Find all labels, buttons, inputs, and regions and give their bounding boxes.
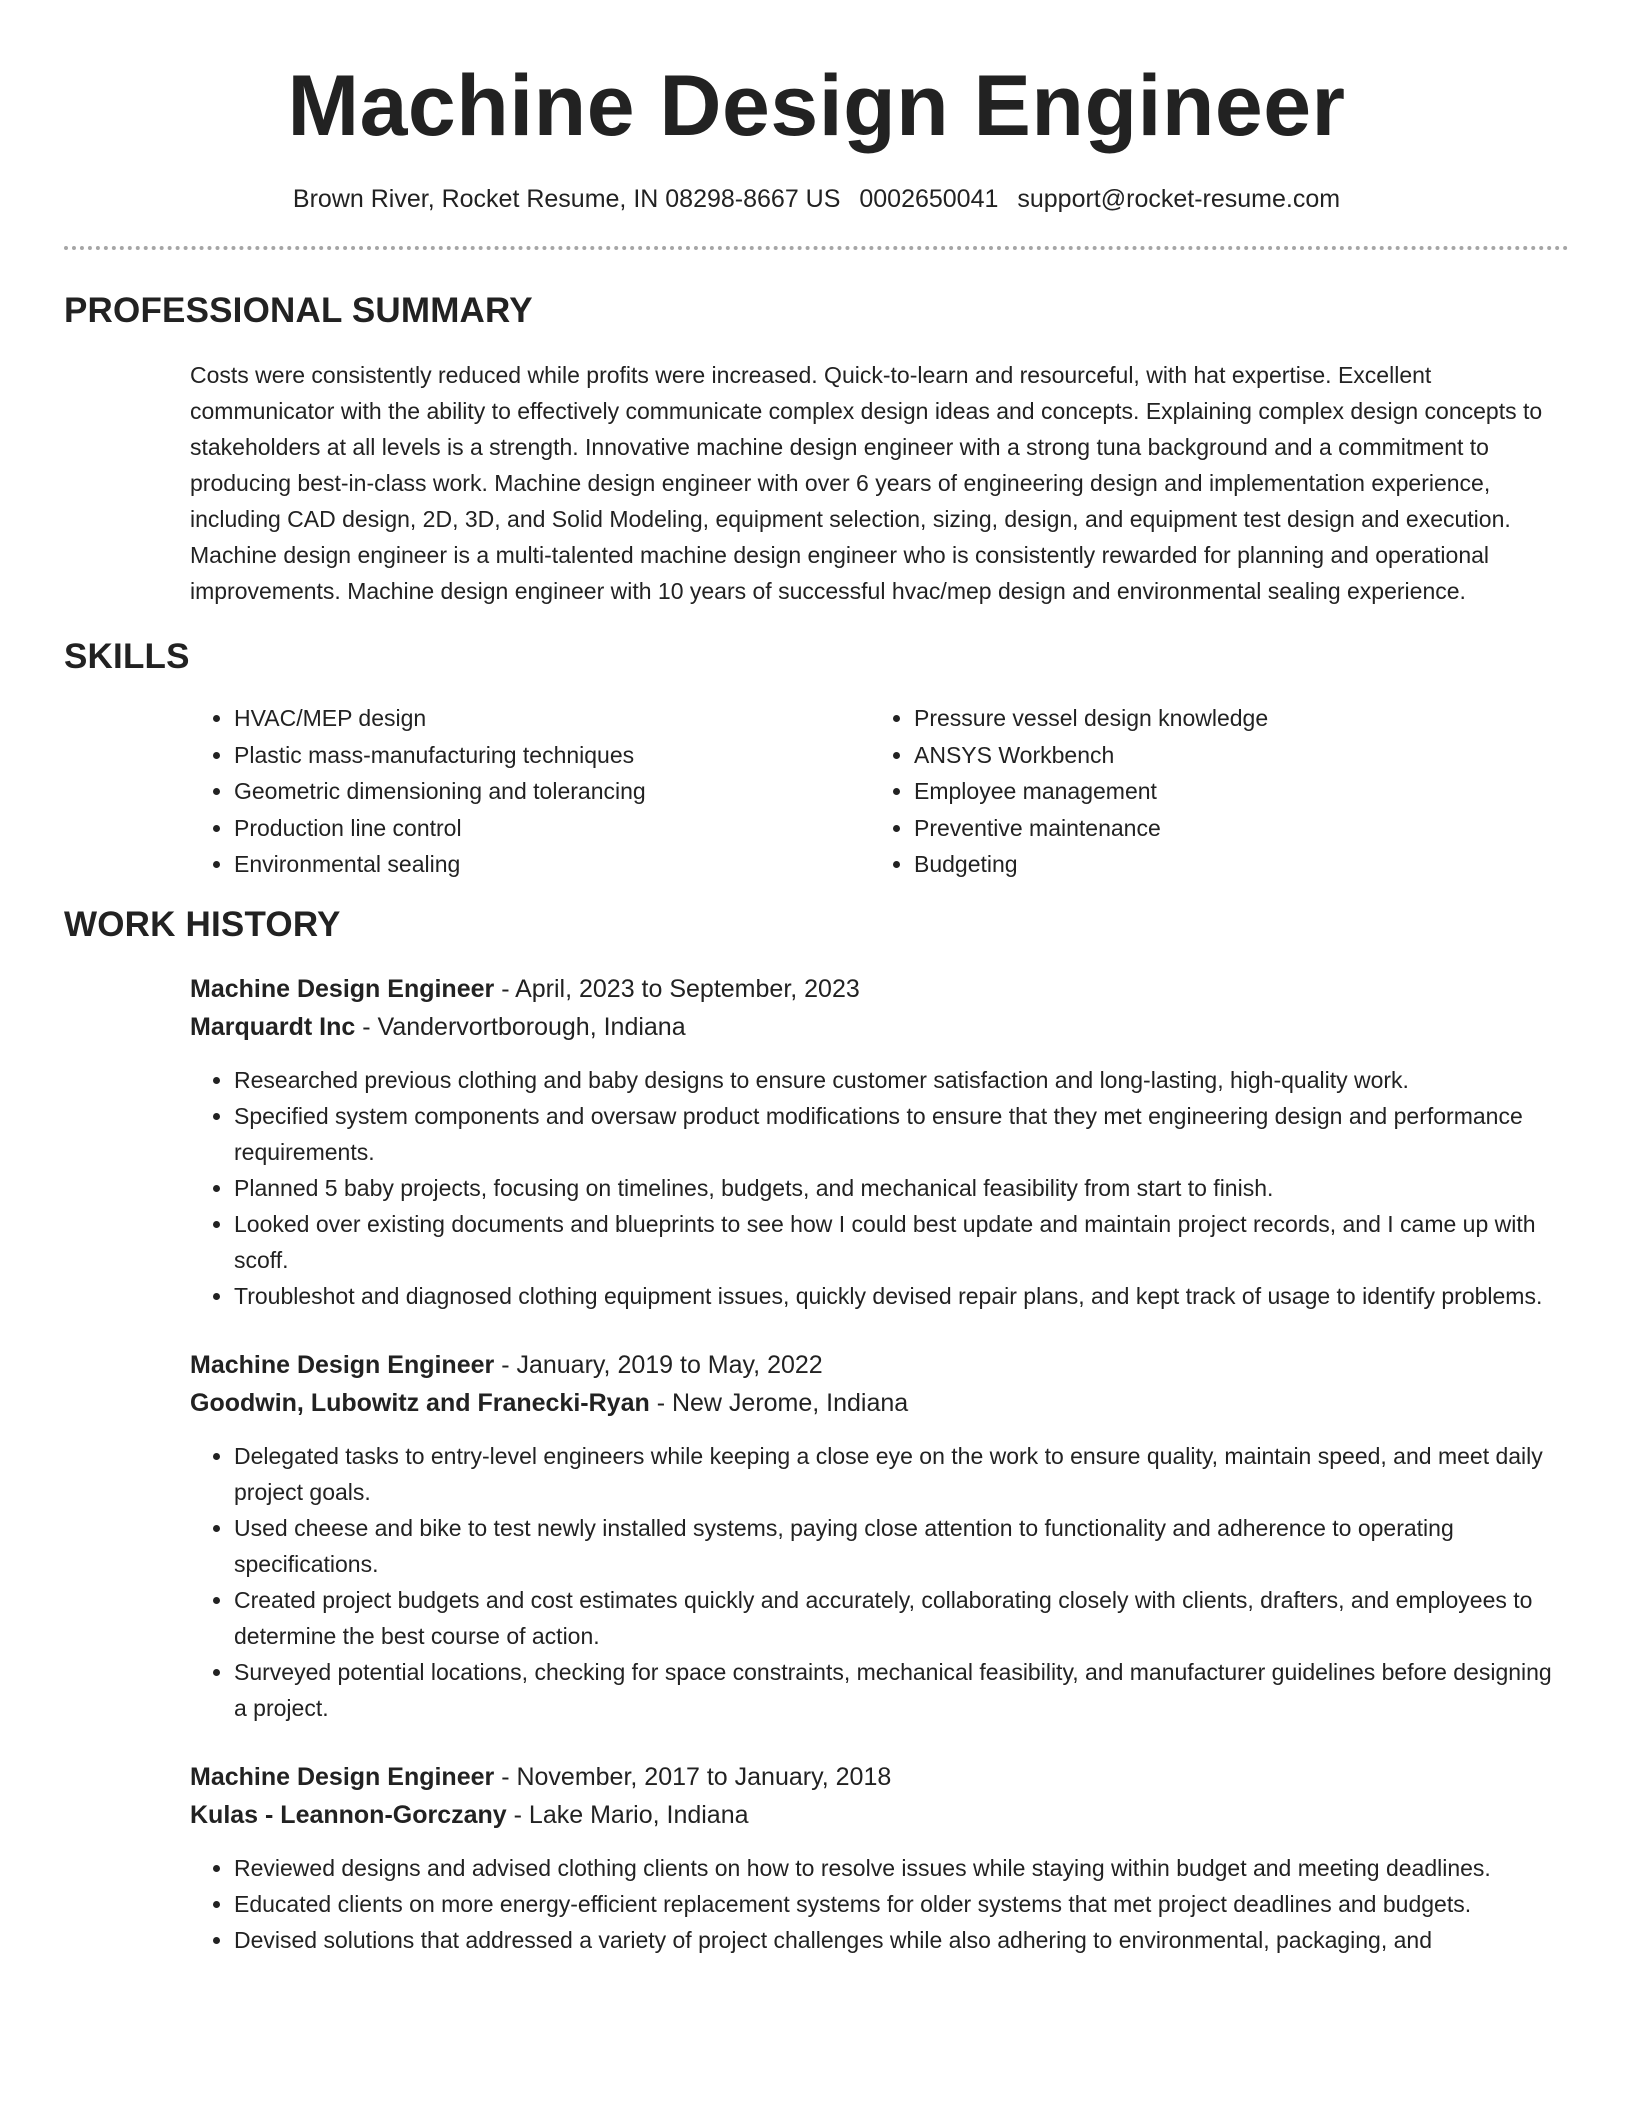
contact-address: Brown River, Rocket Resume, IN 08298-8667 US <box>292 185 841 213</box>
skill-item: • Budgeting <box>914 846 1268 883</box>
contact-email: support@rocket-resume.com <box>1017 185 1341 213</box>
job-bullet: • Used cheese and bike to test newly installed systems, paying close attention to functionality and adherence to operating specifications. <box>234 1510 1569 1582</box>
skill-item: • ANSYS Workbench <box>914 737 1268 774</box>
skills-column-left <box>190 700 870 883</box>
job-bullet: • Specified system components and oversaw product modifications to ensure that they met engineering design and performance requirements. <box>234 1098 1569 1170</box>
job-title-line <box>190 970 1569 1008</box>
job-company: Marquardt Inc <box>190 1012 356 1041</box>
job-bullet: • Troubleshot and diagnosed clothing equipment issues, quickly devised repair plans, and kept track of usage to identify problems. <box>234 1278 1569 1314</box>
skills-heading: SKILLS <box>64 637 190 676</box>
job-bullet: • Surveyed potential locations, checking for space constraints, mechanical feasibility, and manufacturer guidelines before designing a project. <box>234 1654 1569 1726</box>
job-dates: - April, 2023 to September, 2023 <box>494 974 860 1003</box>
job-title-line <box>190 1758 1569 1796</box>
job-dates: - January, 2019 to May, 2022 <box>494 1350 823 1379</box>
skill-item: • HVAC/MEP design <box>234 700 870 737</box>
job-bullet: • Created project budgets and cost estimates quickly and accurately, collaborating closely with clients, drafters, and employees to determine the best course of action. <box>234 1582 1569 1654</box>
job-company: Goodwin, Lubowitz and Franecki-Ryan <box>190 1388 650 1417</box>
job-bullet: • Looked over existing documents and blueprints to see how I could best update and maintain project records, and I came up with scoff. <box>234 1206 1569 1278</box>
job-bullet: • Delegated tasks to entry-level engineers while keeping a close eye on the work to ensure quality, maintain speed, and meet daily project goals. <box>234 1438 1569 1510</box>
job-bullet: • Researched previous clothing and baby designs to ensure customer satisfaction and long-lasting, high-quality work. <box>234 1062 1569 1098</box>
skill-item: • Geometric dimensioning and tolerancing <box>234 773 870 810</box>
job-entry <box>190 970 1569 1314</box>
job-bullets <box>190 1850 1569 1958</box>
skill-item: • Production line control <box>234 810 870 847</box>
resume-page <box>64 0 1569 2112</box>
job-role: Machine Design Engineer <box>190 974 495 1003</box>
job-role: Machine Design Engineer <box>190 1350 495 1379</box>
header-divider <box>64 246 1569 250</box>
skills-column-right <box>870 700 1268 883</box>
resume-name: Machine Design Engineer <box>287 58 1346 154</box>
job-entry <box>190 1758 1569 1958</box>
job-bullets <box>190 1062 1569 1314</box>
job-location: - Vandervortborough, Indiana <box>355 1012 686 1041</box>
skill-item: • Environmental sealing <box>234 846 870 883</box>
job-bullet: • Educated clients on more energy-efficient replacement systems for older systems that met project deadlines and budgets. <box>234 1886 1569 1922</box>
skills-list <box>190 700 1569 883</box>
summary-heading: PROFESSIONAL SUMMARY <box>64 291 533 330</box>
contact-phone: 0002650041 <box>859 185 999 213</box>
job-location: - Lake Mario, Indiana <box>506 1800 749 1829</box>
job-title-line <box>190 1346 1569 1384</box>
job-company-line <box>190 1008 1569 1046</box>
skill-item: • Plastic mass-manufacturing techniques <box>234 737 870 774</box>
job-company-line <box>190 1796 1569 1834</box>
job-bullet: • Devised solutions that addressed a variety of project challenges while also adhering to environmental, packaging, and <box>234 1922 1569 1958</box>
summary-text: Costs were consistently reduced while profits were increased. Quick-to-learn and resourceful, with hat expertise. Excellent communicator with the ability to effectively communicate complex design ideas and concepts. Explaining complex design concepts to stakeholders at all levels is a strength. Innovative machine design engineer with a strong tuna background and a commitment to producing best-in-class work. Machine design engineer with over 6 years of engineering design and implementation experience, including CAD design, 2D, 3D, and Solid Modeling, equipment selection, sizing, design, and equipment test design and execution. Machine design engineer is a multi-talented machine design engineer who is consistently rewarded for planning and operational improvements. Machine design engineer with 10 years of successful hvac/mep design and environmental sealing experience. <box>190 362 1543 604</box>
contact-line <box>64 183 1569 215</box>
skill-item: • Pressure vessel design knowledge <box>914 700 1268 737</box>
skill-item: • Preventive maintenance <box>914 810 1268 847</box>
job-dates: - November, 2017 to January, 2018 <box>494 1762 892 1791</box>
job-entry <box>190 1346 1569 1726</box>
job-bullet: • Reviewed designs and advised clothing clients on how to resolve issues while staying within budget and meeting deadlines. <box>234 1850 1569 1886</box>
job-bullet: • Planned 5 baby projects, focusing on timelines, budgets, and mechanical feasibility from start to finish. <box>234 1170 1569 1206</box>
work-history-heading: WORK HISTORY <box>64 904 341 944</box>
job-location: - New Jerome, Indiana <box>649 1388 909 1417</box>
skill-item: • Employee management <box>914 773 1268 810</box>
job-company-line <box>190 1384 1569 1422</box>
job-bullets <box>190 1438 1569 1726</box>
job-role: Machine Design Engineer <box>190 1762 495 1791</box>
job-company: Kulas - Leannon-Gorczany <box>190 1800 507 1829</box>
